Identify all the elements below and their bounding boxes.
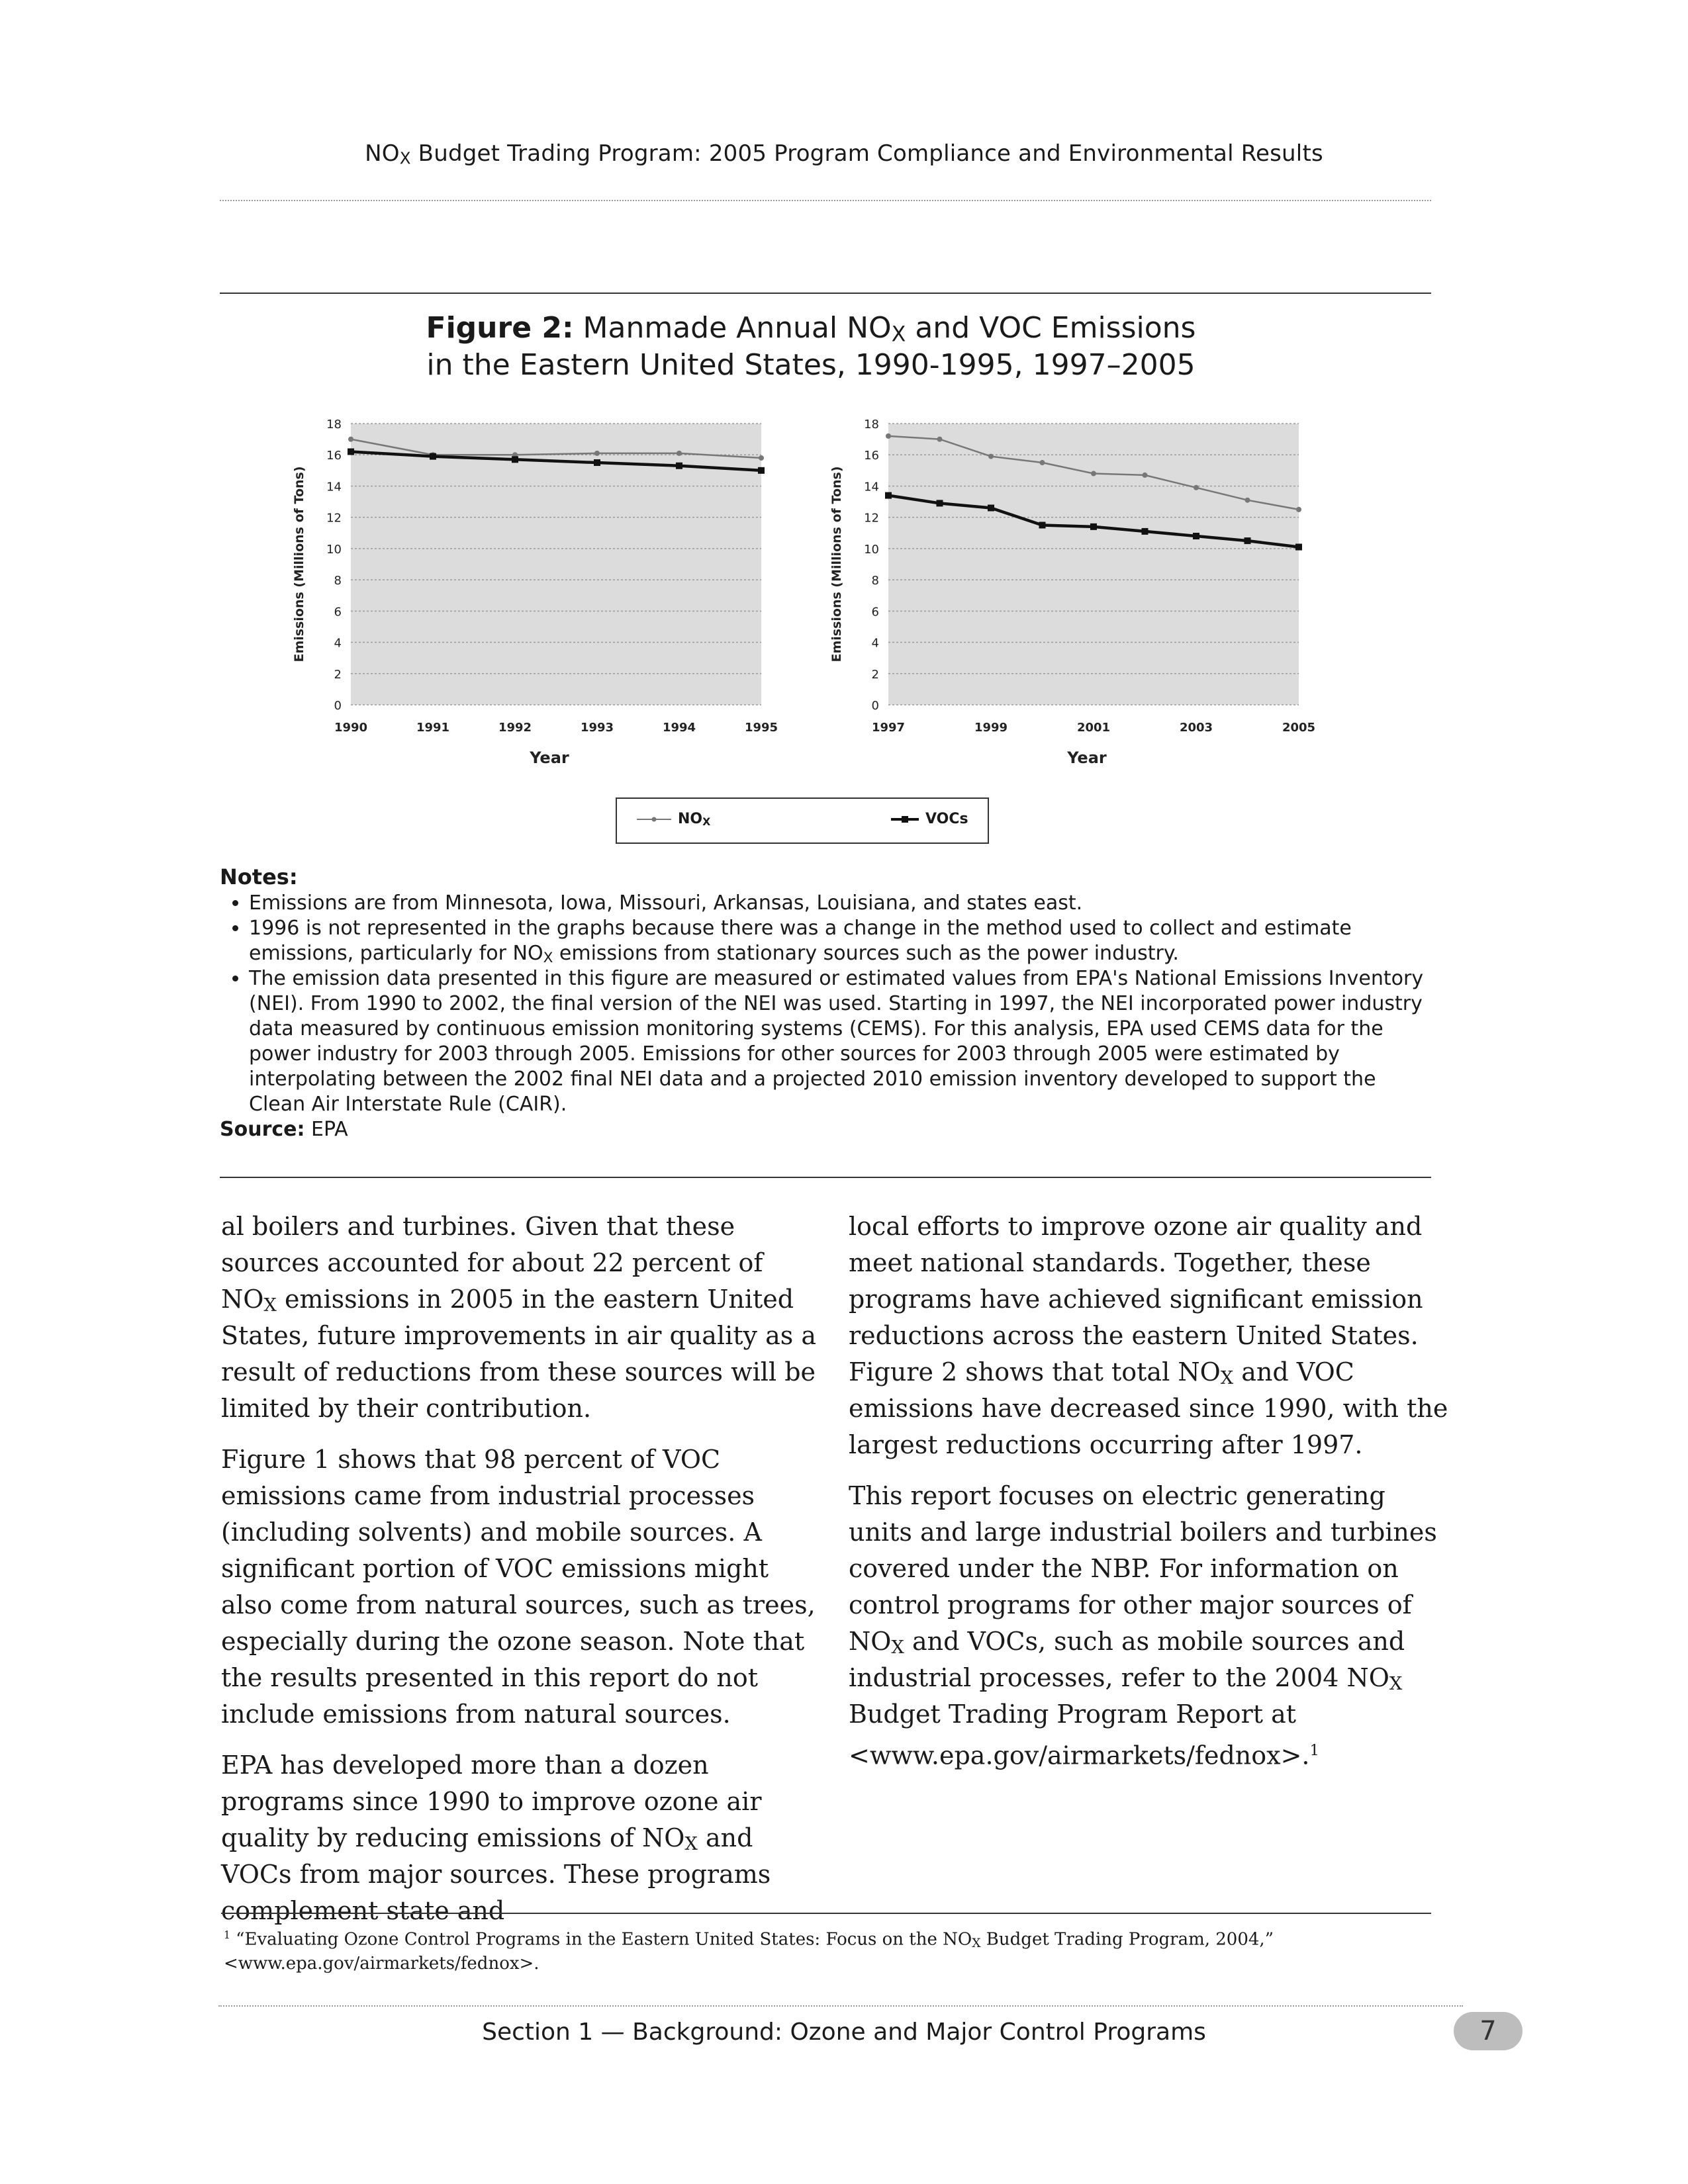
x-tick-label: 1993	[580, 721, 614, 735]
chart-legend	[616, 797, 989, 844]
data-point-nox	[1194, 485, 1199, 490]
nox-line-marker-icon	[635, 815, 673, 824]
footnote: $^1$ “Evaluating Ozone Control Programs in the Eastern United States: Focus on the $NO_X$ Budget Trading Program, 2004,” <www.epa.gov/airmarkets/fednox>.	[224, 1929, 1274, 1974]
y-tick-label: 8	[871, 574, 879, 588]
y-tick-label: 0	[334, 699, 342, 713]
data-point-nox	[886, 433, 891, 439]
y-tick-label: 18	[864, 418, 879, 432]
data-point-nox	[348, 437, 353, 442]
data-point-nox	[1040, 460, 1045, 465]
figure-notes	[220, 864, 1431, 1142]
y-tick-label: 2	[334, 667, 342, 682]
paragraph: EPA has developed more than a dozen programs since 1990 to improve ozone air quality by reducing emissions of $NO_X$ and VOCs from major sources. These programs complement state and	[221, 1751, 771, 1925]
x-tick-label: 2003	[1179, 721, 1213, 735]
y-tick-label: 6	[871, 605, 879, 619]
y-tick-label: 16	[864, 449, 879, 463]
note-item: • Emissions are from Minnesota, Iowa, Missouri, Arkansas, Louisiana, and states east.	[249, 891, 1431, 916]
x-tick-label: 2001	[1076, 721, 1111, 735]
x-tick-label: 2005	[1282, 721, 1316, 735]
paragraph: Figure 1 shows that 98 percent of VOC emissions came from industrial processes (including solvents) and mobile sources. A significant portion of VOC emissions might also come from natural sources, such as trees, especially during the ozone season. Note that the results presented in this report do not include emissions from natural sources.	[221, 1445, 816, 1729]
footnote-mark: 1	[224, 1929, 230, 1941]
data-point-nox	[988, 454, 994, 459]
body-column-right	[849, 1208, 1451, 1789]
data-point-nox	[759, 455, 764, 461]
data-point-vocs	[988, 505, 994, 512]
x-tick-label: 1990	[334, 721, 368, 735]
y-tick-label: 14	[864, 480, 879, 494]
data-point-vocs	[430, 453, 436, 460]
note-item: • 1996 is not represented in the graphs because there was a change in the method used to collect and estimate emissions, particularly for $NO_X$ emissions from stationary sources such as the power industry.	[249, 916, 1431, 966]
data-point-vocs	[937, 500, 943, 506]
data-point-vocs	[1193, 533, 1199, 539]
data-point-nox	[937, 437, 943, 442]
data-point-vocs	[1244, 537, 1251, 544]
running-header: $NO_X$ Budget Trading Program: 2005 Program Compliance and Environmental Results	[365, 140, 1323, 168]
data-point-vocs	[1039, 522, 1046, 528]
x-axis-title: Year	[1067, 749, 1107, 767]
vocs-line-marker-icon	[890, 815, 920, 824]
x-tick-label: 1997	[871, 721, 906, 735]
notes-label: Notes:	[220, 864, 298, 889]
header-divider	[220, 200, 1431, 201]
y-tick-label: 12	[864, 511, 879, 525]
chart-1997-2005	[816, 407, 1345, 791]
y-tick-label: 0	[871, 699, 879, 713]
data-point-nox	[594, 451, 600, 456]
legend-item-vocs: VOCs	[890, 811, 968, 827]
y-tick-label: 2	[871, 667, 879, 682]
plot-area	[888, 424, 1299, 705]
data-point-vocs	[885, 492, 892, 499]
y-tick-label: 4	[334, 636, 342, 651]
paragraph: local efforts to improve ozone air quality and meet national standards. Together, these programs have achieved significant emission reductions across the eastern United States. Figure 2 shows that total $NO_X$ and VOC emissions have decreased since 1990, with the largest reductions occurring after 1997.	[849, 1212, 1448, 1459]
page-number: 7	[1454, 2012, 1523, 2050]
legend-item-nox: $NO_X$	[635, 811, 710, 827]
data-point-vocs	[1142, 528, 1149, 535]
source-line: Source: EPA	[220, 1118, 348, 1141]
body-column-left	[221, 1208, 823, 1944]
figure-title: Figure 2: Manmade Annual $NO_X$ and VOC Emissions in the Eastern United States, 1990-1995, 1997–2005	[426, 311, 1196, 382]
x-tick-label: 1994	[662, 721, 696, 735]
data-point-nox	[677, 451, 682, 456]
y-tick-label: 16	[326, 449, 342, 463]
data-point-vocs	[348, 449, 354, 455]
data-point-vocs	[676, 463, 682, 469]
y-tick-label: 6	[334, 605, 342, 619]
y-tick-label: 14	[326, 480, 342, 494]
y-tick-label: 18	[326, 418, 342, 432]
y-tick-label: 8	[334, 574, 342, 588]
footer-divider	[218, 2005, 1463, 2007]
y-axis-title: Emissions (Millions of Tons)	[829, 466, 844, 662]
footnote-ref[interactable]: 1	[1309, 1742, 1320, 1759]
chart-1990-1995	[278, 407, 808, 791]
data-point-nox	[1245, 498, 1250, 503]
x-tick-label: 1992	[498, 721, 532, 735]
note-item: • The emission data presented in this figure are measured or estimated values from EPA's National Emissions Inventory (NEI). From 1990 to 2002, the final version of the NEI was used. Starting in 1997, the NEI incorporated power industry data measured by continuous emission monitoring systems (CEMS). For this analysis, EPA used CEMS data for the power industry for 2003 through 2005. Emissions for other sources for 2003 through 2005 were estimated by interpolating between the 2002 final NEI data and a projected 2010 emission inventory developed to support the Clean Air Interstate Rule (CAIR).	[249, 966, 1431, 1117]
figure-bottom-rule	[220, 1177, 1431, 1178]
data-point-vocs	[1295, 544, 1302, 551]
x-axis-title: Year	[530, 749, 569, 767]
data-point-nox	[1143, 473, 1148, 478]
y-tick-label: 12	[326, 511, 342, 525]
x-tick-label: 1999	[974, 721, 1008, 735]
data-point-nox	[1296, 507, 1301, 512]
paragraph: al boilers and turbines. Given that these sources accounted for about 22 percent of $NO_X$ emissions in 2005 in the eastern United States, future improvements in air quality as a result of reductions from these sources will be limited by their contribution.	[221, 1212, 816, 1423]
y-axis-title: Emissions (Millions of Tons)	[292, 466, 306, 662]
x-tick-label: 1995	[744, 721, 778, 735]
figure-top-rule	[220, 293, 1431, 294]
data-point-vocs	[758, 467, 765, 474]
section-footer: Section 1 — Background: Ozone and Major Control Programs	[482, 2019, 1206, 2046]
data-point-vocs	[1090, 523, 1097, 530]
data-point-nox	[1091, 471, 1096, 477]
x-tick-label: 1991	[416, 721, 450, 735]
y-tick-label: 10	[326, 542, 342, 557]
data-point-vocs	[594, 459, 600, 466]
paragraph: This report focuses on electric generating units and large industrial boilers and turbines covered under the NBP. For information on control programs for other major sources of $NO_X$ and VOCs, such as mobile sources and industrial processes, refer to the 2004 $NO_X$ Budget Trading Program Report at <www.epa.gov/airmarkets/fednox>.$^1$	[849, 1481, 1437, 1770]
y-tick-label: 10	[864, 542, 879, 557]
footnote-rule	[221, 1913, 1431, 1914]
y-tick-label: 4	[871, 636, 879, 651]
data-point-vocs	[512, 456, 518, 463]
